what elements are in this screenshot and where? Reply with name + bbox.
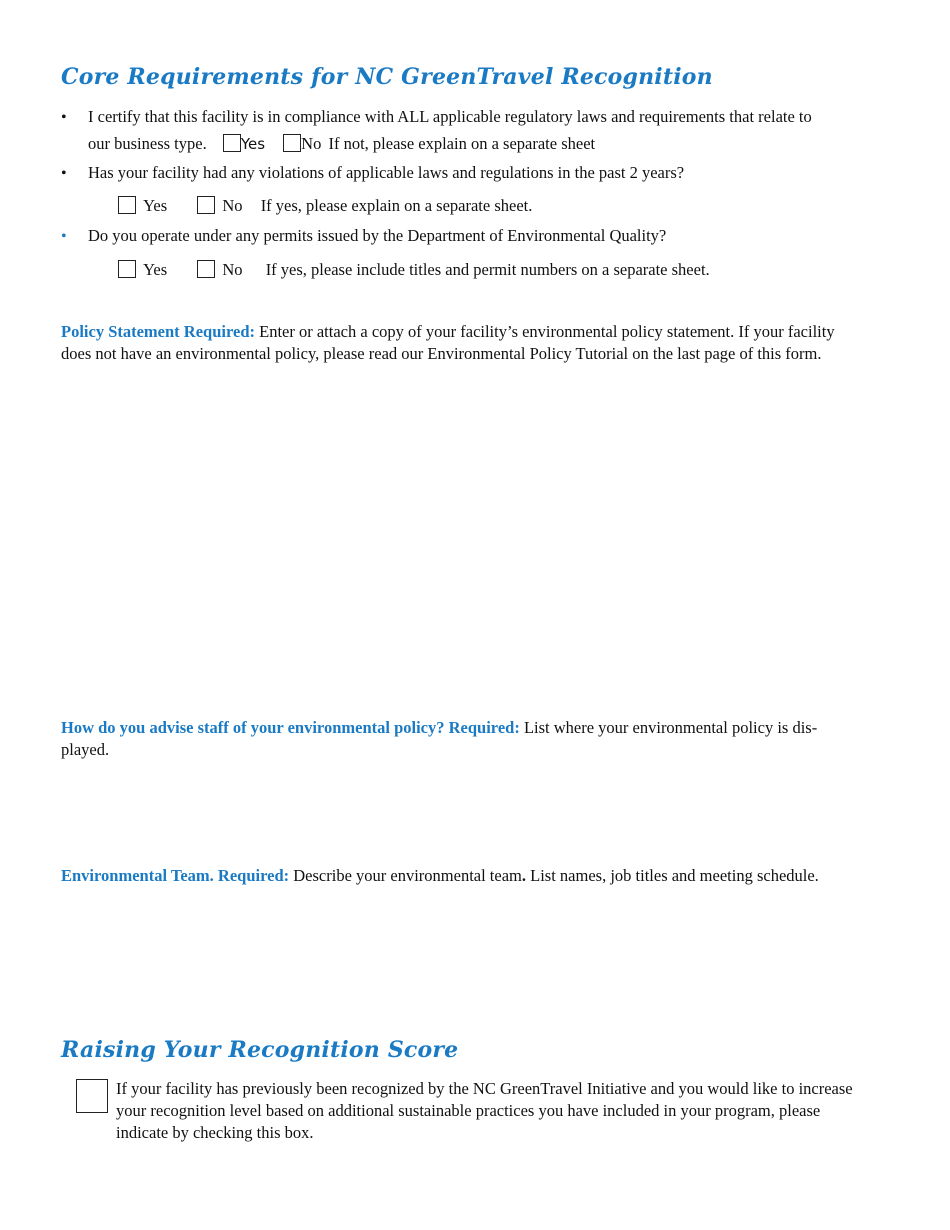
q3-yes-label: Yes — [143, 260, 168, 279]
q3-no-checkbox[interactable] — [197, 260, 215, 278]
q1-line2 — [88, 134, 595, 153]
advise-staff-answer-area[interactable] — [61, 766, 891, 856]
q1-text-line1: I certify that this facility is in compliance with ALL applicable regulatory laws and requirements that relate to — [88, 107, 812, 126]
advise-staff-text1: List where your environmental policy is dis- — [523, 718, 818, 737]
raising-score-line2: your recognition level based on additional sustainable practices you have included in your program, please — [116, 1101, 821, 1120]
q2-text: Has your facility had any violations of applicable laws and regulations in the past 2 years? — [88, 163, 685, 182]
q1-note: If not, please explain on a separate sheet — [328, 134, 596, 153]
advise-staff-line1 — [61, 720, 817, 737]
advise-staff-text2: played. — [61, 740, 110, 759]
raising-score-checkbox[interactable] — [76, 1079, 108, 1113]
q1-no-label: No — [301, 134, 322, 153]
environmental-team-answer-area[interactable] — [61, 892, 891, 1012]
environmental-team-label: Environmental Team. Required: — [61, 866, 290, 885]
q1-no-checkbox[interactable] — [283, 134, 301, 152]
raising-score-text — [116, 1078, 916, 1144]
policy-statement-label: Policy Statement Required: — [61, 322, 255, 341]
policy-statement-answer-area[interactable] — [61, 372, 891, 692]
q2-answers — [118, 196, 532, 215]
q2-yes-label: Yes — [143, 196, 168, 215]
bullet-q2: • — [61, 165, 67, 182]
environmental-team-text2: List names, job titles and meeting schedule. — [530, 866, 819, 885]
bullet-q1: • — [61, 109, 67, 126]
q3-note: If yes, please include titles and permit numbers on a separate sheet. — [265, 260, 710, 279]
raising-score-line3: indicate by checking this box. — [116, 1123, 314, 1142]
q2-note: If yes, please explain on a separate sheet. — [260, 196, 533, 215]
q1-yes-label: Yes — [240, 135, 266, 153]
policy-statement-text1: Enter or attach a copy of your facility’s environmental policy statement. If your facility — [259, 322, 835, 341]
advise-staff-label: How do you advise staff of your environmental policy? Required: — [61, 718, 520, 737]
q2-no-checkbox[interactable] — [197, 196, 215, 214]
core-requirements-title: Core Requirements for NC GreenTravel Recognition — [61, 64, 713, 90]
q3-text: Do you operate under any permits issued by the Department of Environmental Quality? — [88, 226, 667, 245]
bullet-q3: • — [61, 228, 67, 245]
q3-yes-checkbox[interactable] — [118, 260, 136, 278]
q2-no-label: No — [222, 196, 243, 215]
policy-statement-line1 — [61, 324, 835, 341]
q1-yes-checkbox[interactable] — [223, 134, 241, 152]
environmental-team-text1: Describe your environmental team — [293, 866, 522, 885]
environmental-team-line — [61, 868, 819, 885]
raising-score-line1: If your facility has previously been recognized by the NC GreenTravel Initiative and you would like to increase — [116, 1079, 853, 1098]
q1-text-line2: our business type. — [88, 134, 207, 153]
environmental-team-period: . — [521, 866, 526, 885]
raising-score-title: Raising Your Recognition Score — [61, 1037, 459, 1063]
policy-statement-text2: does not have an environmental policy, please read our Environmental Policy Tutorial on the last page of this form. — [61, 344, 822, 363]
q3-no-label: No — [222, 260, 243, 279]
q2-yes-checkbox[interactable] — [118, 196, 136, 214]
q3-answers — [118, 260, 710, 279]
